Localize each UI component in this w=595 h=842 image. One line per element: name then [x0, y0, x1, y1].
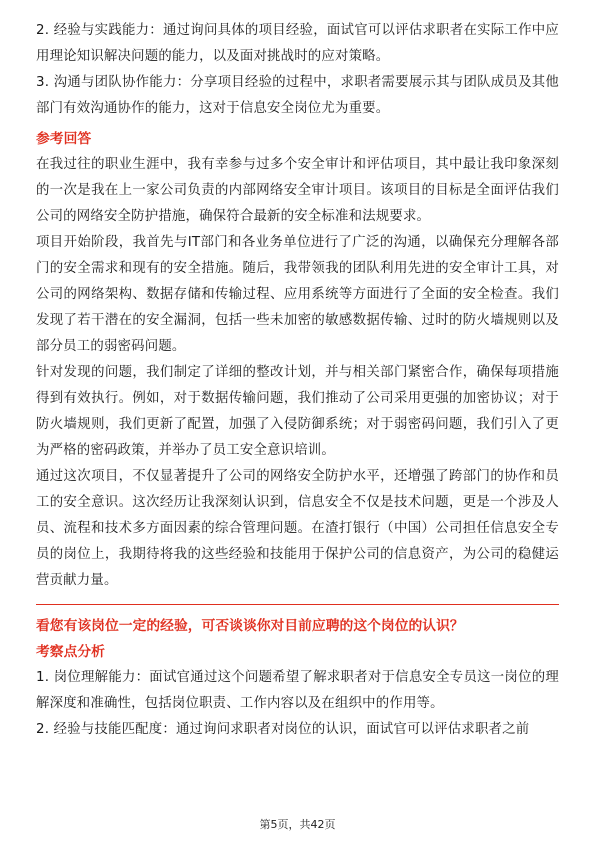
- answer-paragraph-3: 针对发现的问题，我们制定了详细的整改计划，并与相关部门紧密合作，确保每项措施得到有效执行。例如，对于数据传输问题，我们推动了公司采用更强的加密协议；对于防火墙规则，我们更新了配置，加强了入侵防御系统；对于弱密码问题，我们引入了更为严格的密码政策，并举办了员工安全意识培训。: [36, 365, 559, 458]
- analysis-item-1-bottom: 1. 岗位理解能力：面试官通过这个问题希望了解求职者对于信息安全专员这一岗位的理解深度和准确性，包括岗位职责、工作内容以及在组织中的作用等。: [36, 670, 559, 711]
- answer-paragraph-2: 项目开始阶段，我首先与IT部门和各业务单位进行了广泛的沟通，以确保充分理解各部门的安全需求和现有的安全措施。随后，我带领我的团队利用先进的安全审计工具，对公司的网络架构、数据存储和传输过程、应用系统等方面进行了全面的安全检查。我们发现了若干潜在的安全漏洞，包括一些未加密的敏感数据传输、过时的防火墙规则以及部分员工的弱密码问题。: [36, 235, 559, 354]
- answer-heading: 参考回答: [36, 131, 92, 147]
- analysis-item-3-top: 3. 沟通与团队协作能力：分享项目经验的过程中，求职者需要展示其与团队成员及其他部门有效沟通协作的能力，这对于信息安全岗位尤为重要。: [36, 75, 559, 116]
- question-heading: 看您有该岗位一定的经验，可否谈谈你对目前应聘的这个岗位的认识？: [36, 618, 464, 634]
- page-content: [36, 18, 559, 743]
- analysis-item-2-top: 2. 经验与实践能力：通过询问具体的项目经验，面试官可以评估求职者在实际工作中应用理论知识解决问题的能力，以及面对挑战时的应对策略。: [36, 23, 559, 64]
- answer-paragraph-4: 通过这次项目，不仅显著提升了公司的网络安全防护水平，还增强了跨部门的协作和员工的安全意识。这次经历让我深刻认识到，信息安全不仅是技术问题，更是一个涉及人员、流程和技术多方面因素的综合管理问题。在渣打银行（中国）公司担任信息安全专员的岗位上，我期待将我的这些经验和技能用于保护公司的信息资产，为公司的稳健运营贡献力量。: [36, 469, 559, 588]
- analysis-item-2-bottom: 2. 经验与技能匹配度：通过询问求职者对岗位的认识，面试官可以评估求职者之前: [36, 722, 530, 737]
- page-number-footer: 第5页，共42页: [259, 818, 336, 831]
- analysis-heading: 考察点分析: [36, 644, 105, 660]
- answer-paragraph-1: 在我过往的职业生涯中，我有幸参与过多个安全审计和评估项目，其中最让我印象深刻的一次是我在上一家公司负责的内部网络安全审计项目。该项目的目标是全面评估我们公司的网络安全防护措施，确保符合最新的安全标准和法规要求。: [36, 157, 559, 224]
- section-divider: [36, 604, 559, 605]
